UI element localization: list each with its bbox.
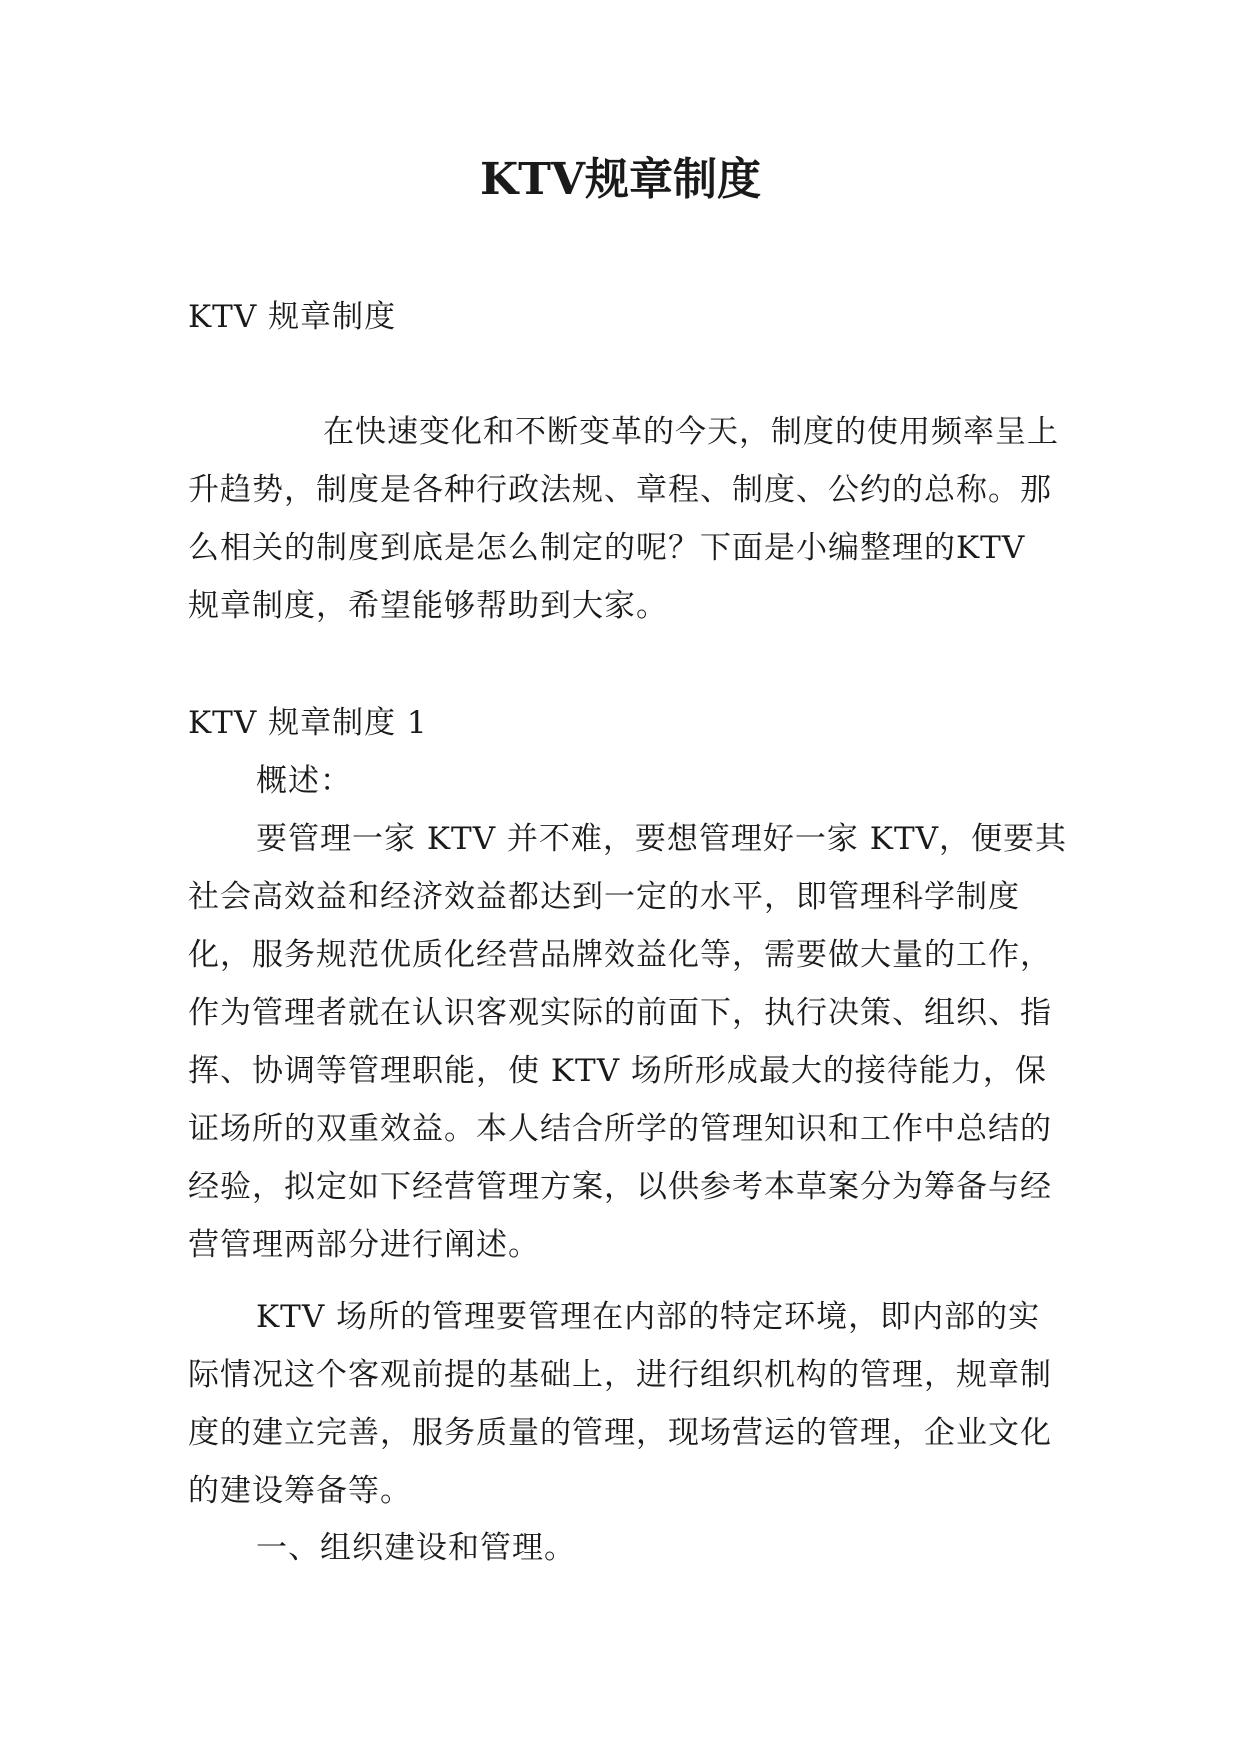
- overview-label: 概述：: [256, 763, 352, 799]
- document-subtitle: KTV 规章制度: [188, 299, 397, 335]
- paragraph-internal-management: KTV 场所的管理要管理在内部的特定环境，即内部的实际情况这个客观前提的基础上，进行组织机构的管理，规章制度的建立完善，服务质量的管理，现场营运的管理，企业文化的建设筹备等。: [188, 1299, 1052, 1509]
- list-item-organization: 一、组织建设和管理。: [256, 1530, 576, 1566]
- section-heading: KTV 规章制度 1: [188, 705, 428, 741]
- document-title: KTV规章制度: [479, 154, 762, 205]
- intro-paragraph: 在快速变化和不断变革的今天，制度的使用频率呈上升趋势，制度是各种行政法规、章程、制度、公约的总称。那么相关的制度到底是怎么制定的呢？下面是小编整理的KTV 规章制度，希望能够帮助到大家。: [188, 414, 1059, 624]
- paragraph-management-overview: 要管理一家 KTV 并不难，要想管理好一家 KTV，便要其社会高效益和经济效益都达到一定的水平，即管理科学制度化，服务规范优质化经营品牌效益化等，需要做大量的工作，作为管理者就在认识客观实际的前面下，执行决策、组织、指挥、协调等管理职能，使 KTV 场所形成最大的接待能力，保证场所的双重效益。本人结合所学的管理知识和工作中总结的经验，拟定如下经营管理方案，以供参考本草案分为筹备与经营管理两部分进行阐述。: [188, 821, 1068, 1263]
